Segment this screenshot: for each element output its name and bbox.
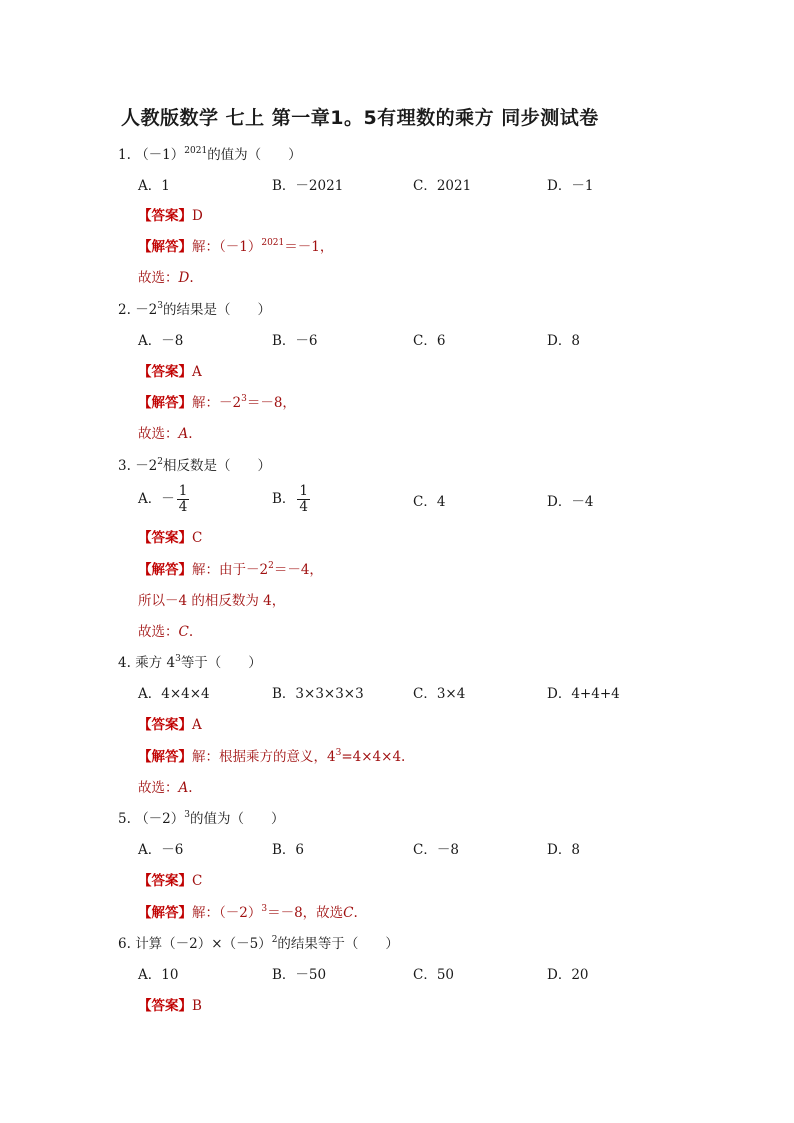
question-4-stem: 4. 乘方 $4^3$等于（ ） — [118, 654, 262, 671]
question-2-conclusion: 故选：A. — [138, 426, 193, 442]
question-2-option-a: A．－8 — [138, 333, 184, 349]
question-4-solution: 【解答】解：根据乘方的意义，$4^3=4\times 4\times 4$. — [138, 748, 406, 765]
question-6-option-b: B．－50 — [272, 967, 327, 983]
page-title: 人教版数学 七上 第一章1。5有理数的乘方 同步测试卷 — [121, 107, 599, 129]
question-6-stem: 6. 计算$(-2)\times(-5)^2$的结果等于（ ） — [118, 935, 399, 952]
question-6-option-a: A．10 — [138, 967, 179, 983]
question-2-stem: 2. $-2^3$的结果是（ ） — [118, 301, 272, 318]
question-2-option-b: B．－6 — [272, 333, 318, 349]
question-3-solution-extra: 所以－4 的相反数为 4， — [138, 593, 286, 609]
question-4-option-b: B．3×3×3×3 — [272, 686, 364, 702]
question-5-solution: 【解答】解：$(-2)^3=-8$，故选C. — [138, 904, 358, 921]
question-3-option-c: C．4 — [413, 494, 446, 510]
question-5-stem: 5. $(-2)^3$的值为（ ） — [118, 810, 285, 827]
question-1-option-d: D．－1 — [547, 178, 594, 194]
question-1-answer: 【答案】D — [138, 208, 203, 224]
question-2-answer: 【答案】A — [138, 364, 202, 380]
question-4-option-a: A．4×4×4 — [138, 686, 210, 702]
question-2-option-d: D．8 — [547, 333, 580, 349]
question-1-solution: 【解答】解：$(-1)^{2021}=-1$， — [138, 238, 334, 255]
question-3-stem: 3. $-2^2$相反数是（ ） — [118, 457, 272, 474]
question-1-option-b: B．－2021 — [272, 178, 344, 194]
question-1-conclusion: 故选：D. — [138, 270, 194, 286]
question-3-option-d: D．－4 — [547, 494, 594, 510]
question-3-conclusion: 故选：C. — [138, 624, 194, 640]
question-5-option-d: D．8 — [547, 842, 580, 858]
question-2-option-c: C．6 — [413, 333, 446, 349]
question-5-option-b: B．6 — [272, 842, 305, 858]
question-4-option-c: C．3×4 — [413, 686, 466, 702]
question-4-conclusion: 故选：A. — [138, 780, 193, 796]
question-4-option-d: D．4+4+4 — [547, 686, 620, 702]
question-1-option-c: C．2021 — [413, 178, 472, 194]
question-3-solution: 【解答】解：由于$-2^2=-4$， — [138, 561, 323, 578]
question-3-option-a: A．－ $\frac{1}{4}$ — [138, 483, 188, 515]
question-6-answer: 【答案】B — [138, 998, 202, 1014]
question-4-answer: 【答案】A — [138, 717, 202, 733]
question-3-answer: 【答案】C — [138, 530, 203, 546]
question-5-option-a: A．－6 — [138, 842, 184, 858]
question-1-stem: 1. $(-1)^{2021}$的值为（ ） — [118, 146, 302, 163]
question-5-option-c: C．－8 — [413, 842, 459, 858]
question-6-option-c: C．50 — [413, 967, 455, 983]
question-6-option-d: D．20 — [547, 967, 589, 983]
question-2-solution: 【解答】解：$-2^3=-8$， — [138, 394, 296, 411]
question-1-option-a: A．1 — [138, 178, 170, 194]
question-3-option-b: B． $\frac{1}{4}$ — [272, 483, 309, 515]
question-5-answer: 【答案】C — [138, 873, 203, 889]
